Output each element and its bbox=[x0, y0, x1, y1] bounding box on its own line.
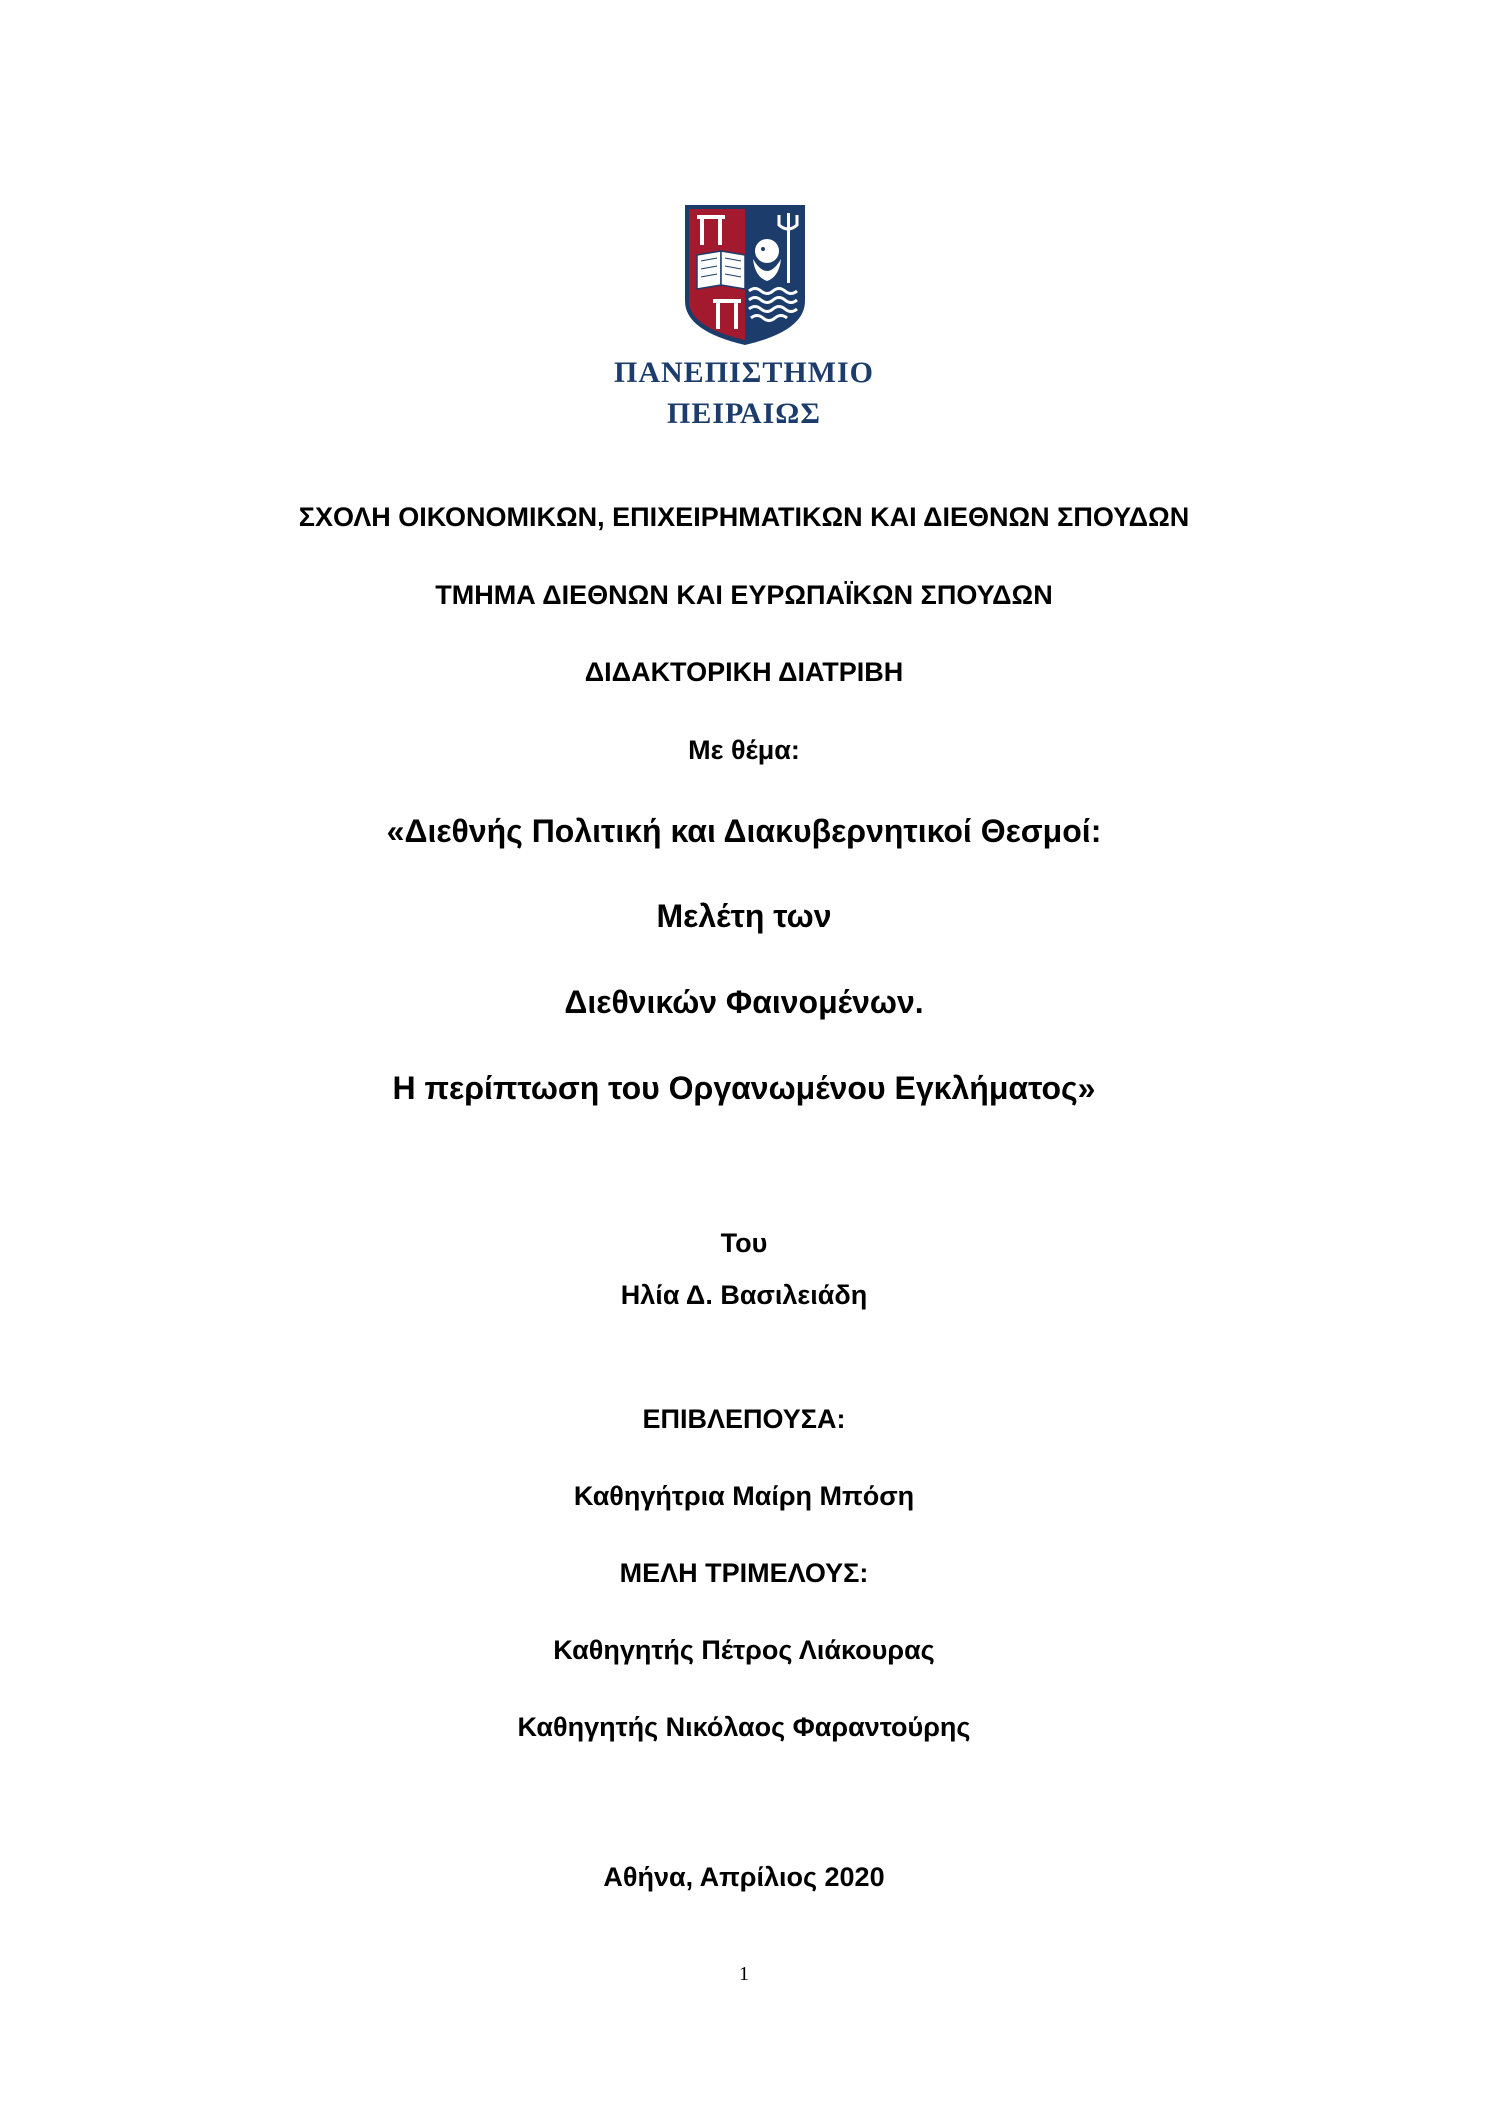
supervisor-label: ΕΠΙΒΛΕΠΟΥΣΑ: bbox=[642, 1404, 846, 1434]
committee-member-2: Καθηγητής Νικόλαος Φαραντούρης bbox=[517, 1712, 971, 1742]
place-and-date: Αθήνα, Απρίλιος 2020 bbox=[603, 1862, 885, 1892]
supervisor-name: Καθηγήτρια Μαίρη Μπόση bbox=[573, 1481, 915, 1511]
committee-member-1: Καθηγητής Πέτρος Λιάκουρας bbox=[553, 1635, 935, 1665]
university-of-piraeus-crest-icon bbox=[683, 203, 807, 347]
thesis-title-line1: «Διεθνής Πολιτική και Διακυβερνητικοί Θεσμοί: bbox=[386, 813, 1102, 849]
thesis-title-line3: Διεθνικών Φαινομένων. bbox=[564, 984, 924, 1020]
university-name-line2: ΠΕΙΡΑΙΩΣ bbox=[667, 397, 821, 430]
author-by-label: Του bbox=[720, 1228, 768, 1258]
thesis-title-line4: Η περίπτωση του Οργανωμένου Εγκλήματος» bbox=[392, 1070, 1096, 1106]
university-name-line1: ΠΑΝΕΠΙΣΤΗΜΙΟ bbox=[614, 356, 874, 389]
author-name: Ηλία Δ. Βασιλειάδη bbox=[620, 1280, 868, 1310]
page-number: 1 bbox=[739, 1963, 749, 1985]
subject-label: Με θέμα: bbox=[688, 735, 800, 765]
document-type: ΔΙΔΑΚΤΟΡΙΚΗ ΔΙΑΤΡΙΒΗ bbox=[584, 657, 904, 687]
department-name: ΤΜΗΜΑ ΔΙΕΘΝΩΝ ΚΑΙ ΕΥΡΩΠΑΪΚΩΝ ΣΠΟΥΔΩΝ bbox=[435, 580, 1053, 610]
school-name: ΣΧΟΛΗ ΟΙΚΟΝΟΜΙΚΩΝ, ΕΠΙΧΕΙΡΗΜΑΤΙΚΩΝ ΚΑΙ ΔΙΕΘΝΩΝ ΣΠΟΥΔΩΝ bbox=[298, 502, 1190, 532]
committee-members-label: ΜΕΛΗ ΤΡΙΜΕΛΟΥΣ: bbox=[619, 1558, 869, 1588]
thesis-title-line2: Μελέτη των bbox=[656, 898, 832, 934]
